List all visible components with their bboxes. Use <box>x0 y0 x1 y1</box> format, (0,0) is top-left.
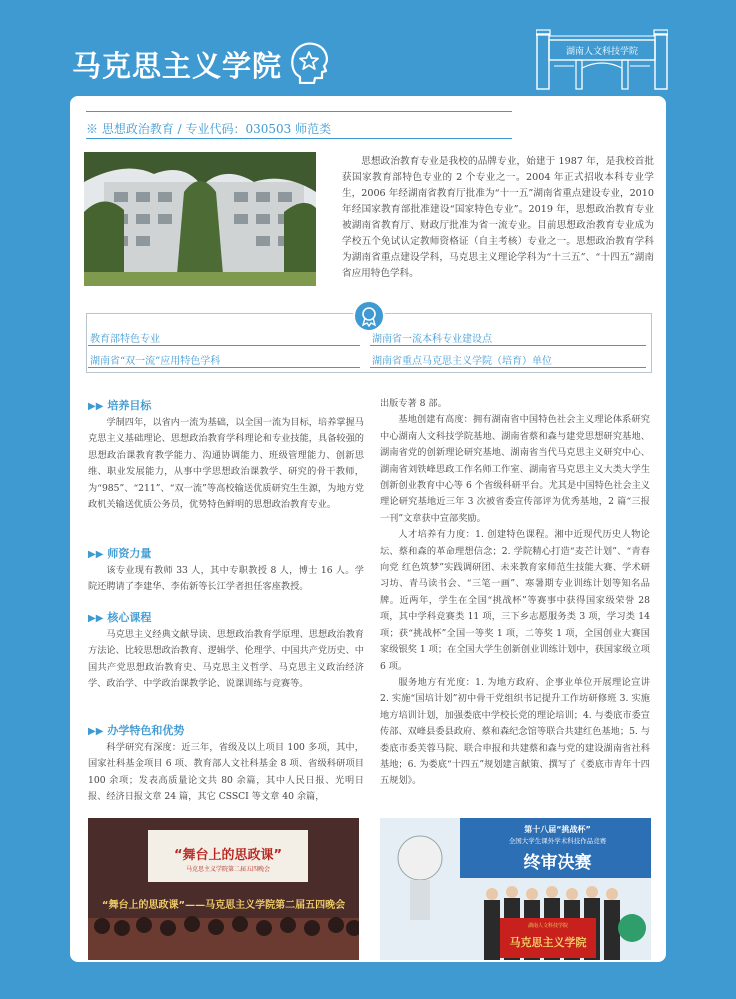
page-title: 马克思主义学院 <box>72 49 283 83</box>
courses-heading-text: 核心课程 <box>107 611 152 624</box>
right-column-text <box>380 396 650 790</box>
gala-banner-sub: 马克思主义学院第二届五四晚会 <box>185 866 270 873</box>
features-heading-text: 办学特色和优势 <box>107 724 185 737</box>
head-star-icon <box>288 40 330 84</box>
footer-bar <box>0 974 736 999</box>
honor-tag-4: 湖南省重点马克思主义学院（培育）单位 <box>372 356 552 367</box>
features-text <box>88 740 364 806</box>
double-chevron-icon: ▶▶ <box>88 549 104 560</box>
training-text <box>88 415 364 513</box>
features-paragraph: 科学研究有深度：近三年，省级及以上项目 100 多项，其中，国家社科基金项目 6 项、教育部人文社科基金 8 项、省级科研项目 100 余项；发表高质量论文共 80 余篇，其中人民日报、光明日报、经济日报文章 24 篇，其它 CSSCI 等文章 40 余篇， <box>88 742 364 803</box>
gate-text: 湖南人文科技学院 <box>565 47 639 57</box>
honor-tag-4-line <box>370 367 646 368</box>
intro-paragraph: 思想政治教育专业是我校的品牌专业，始建于 1987 年，是我校首批获国家教育部特色专业的 2 个专业之一。2004 年正式招收本科专业学生，2006 年经湖南省教育厅批准为“十一五”湖南省重点建设专业，2010 年经国家教育部批准建设“国家特色专业”。2019 年，思想政治教育专业被湖南省教育厅、财政厅批准为省一流专业。目前思想政治教育专业成为学校五个免试认定教师资格证（自主考核）专业之一。思想政治教育学科为湖南省重点建设学科，马克思主义理论学科为“十三五”、“十四五”湖南省应用特色学科。 <box>342 156 654 279</box>
features-continued: 出版专著 8 部。 <box>380 398 447 409</box>
subtitle-top-line <box>86 111 512 112</box>
gala-slogan: “舞台上的思政课”——马克思主义学院第二届五四晚会 <box>101 900 346 911</box>
university-gate-icon <box>536 22 668 90</box>
challenge-banner-line2: 全国大学生课外学术科技作品竞赛 <box>508 837 607 845</box>
challenge-banner-big: 终审决赛 <box>523 853 592 873</box>
intro-text <box>342 154 654 282</box>
honor-tag-3: 湖南省“双一流”应用特色学科 <box>90 356 221 367</box>
challenge-cup-photo <box>380 818 651 960</box>
flag-school: 马克思主义学院 <box>509 936 587 949</box>
training-heading-text: 培养目标 <box>107 399 152 412</box>
training-heading <box>88 397 151 413</box>
may-fourth-gala-photo <box>88 818 359 960</box>
faculty-paragraph: 该专业现有教师 33 人，其中专职教授 8 人，博士 16 人。学院还聘请了李建华、李佑新等长江学者担任客座教授。 <box>88 565 364 593</box>
honor-tag-3-line <box>88 367 360 368</box>
service-paragraph: 服务地方有光度：1. 为地方政府、企事业单位开展理论宣讲 2. 实施“国培计划”初中骨干党组织书记提升工作坊研修班 3. 实施地方培训计划，加强娄底中学校长党的理论培训；4. 与娄底市委宣传部、双峰县委县政府、蔡和森纪念馆等联合共建红色基地；5. 与娄底市委芙蓉马院、联合申报和共建蔡和森与党的建设湖南省社科基地；6. 为娄底“十四五”规划建言献策、撰写了《娄底市青年十四五规划》。 <box>380 676 650 787</box>
campus-building-photo <box>84 152 316 286</box>
faculty-text <box>88 563 364 596</box>
training-paragraph: 学制四年，以省内一流为基础，以全国一流为目标，培养掌握马克思主义基础理论、思想政治教育学科理论和专业技能，具备较强的思想政治课教育教学能力、沟通协调能力、班级管理能力、创新思维、职业发展能力，从事中学思想政治课教学、研究的骨干教师，为“985”、“211”、“双一流”等高校输送优质研究生生源，为地方党政机关输送优质公务员，优势特色鲜明的思想政治教育专业。 <box>88 417 364 511</box>
honor-tag-1: 教育部特色专业 <box>90 334 160 345</box>
honor-tag-1-line <box>88 345 360 346</box>
double-chevron-icon: ▶▶ <box>88 613 104 624</box>
honor-tag-2-line <box>370 345 646 346</box>
honor-tag-2: 湖南省一流本科专业建设点 <box>372 334 492 345</box>
gala-banner: “舞台上的思政课” <box>173 848 283 863</box>
flag-university: 湖南人文科技学院 <box>527 923 568 929</box>
double-chevron-icon: ▶▶ <box>88 726 104 737</box>
award-badge <box>353 300 385 332</box>
courses-text <box>88 627 364 693</box>
double-chevron-icon: ▶▶ <box>88 401 104 412</box>
features-heading <box>88 722 184 738</box>
courses-heading <box>88 609 151 625</box>
research-base-paragraph: 基地创建有高度：拥有湖南省中国特色社会主义理论体系研究中心湖南人文科技学院基地、湖南省蔡和森与建党思想研究基地、湖南省党的创新理论研究基地、湖南省当代马克思主义研究中心、湖南省刘铁峰思政工作名师工作室、湖南省马克思主义大类大学生创新创业教育中心等 6 个省级科研平台。尤其是中国特色社会主义理论研究基地近三年 3 次被省委宣传部评为优秀基地，2 篇“三报一刊”文章获中宣部奖励。 <box>380 414 650 524</box>
courses-paragraph: 马克思主义经典文献导读、思想政治教育学原理、思想政治教育方法论、比较思想政治教育、逻辑学、伦理学、中国共产党历史、中国共产党思想政治教育史、马克思主义哲学、马克思主义政治经济学、政治学、中学政治课教学论、说课训练与竞赛等。 <box>88 629 364 690</box>
challenge-banner-line1: 第十八届“挑战杯” <box>524 825 591 834</box>
faculty-heading-text: 师资力量 <box>107 547 152 560</box>
talent-paragraph: 人才培养有力度：1. 创建特色课程。湘中近现代历史人物论坛、蔡和森的革命理想信念；2. 学院精心打造“麦芒计划”、“青春向党 红色筑梦”实践调研团、未来教育家师范生技能大赛、学术研习坊、青马读书会、“三笔一画”、寒暑期专业训练计划等知名品牌。近两年，学生在全国“挑战杯”等赛事中获得国家级荣誉 28 项，其中学科竞赛类 11 项，三下乡志愿服务类 3 项，学习类 14 项；获“挑战杯”全国一等奖 1 项，二等奖 1 项，全国创业大赛国家级银奖 1 项；在全国大学生创新创业训练计划中，获国家级立项 6 项。 <box>380 529 650 672</box>
subtitle-bottom-line <box>86 138 512 139</box>
faculty-heading <box>88 545 151 561</box>
medal-icon <box>355 302 383 330</box>
major-subtitle: ※ 思想政治教育 / 专业代码：030503 师范类 <box>86 122 332 136</box>
